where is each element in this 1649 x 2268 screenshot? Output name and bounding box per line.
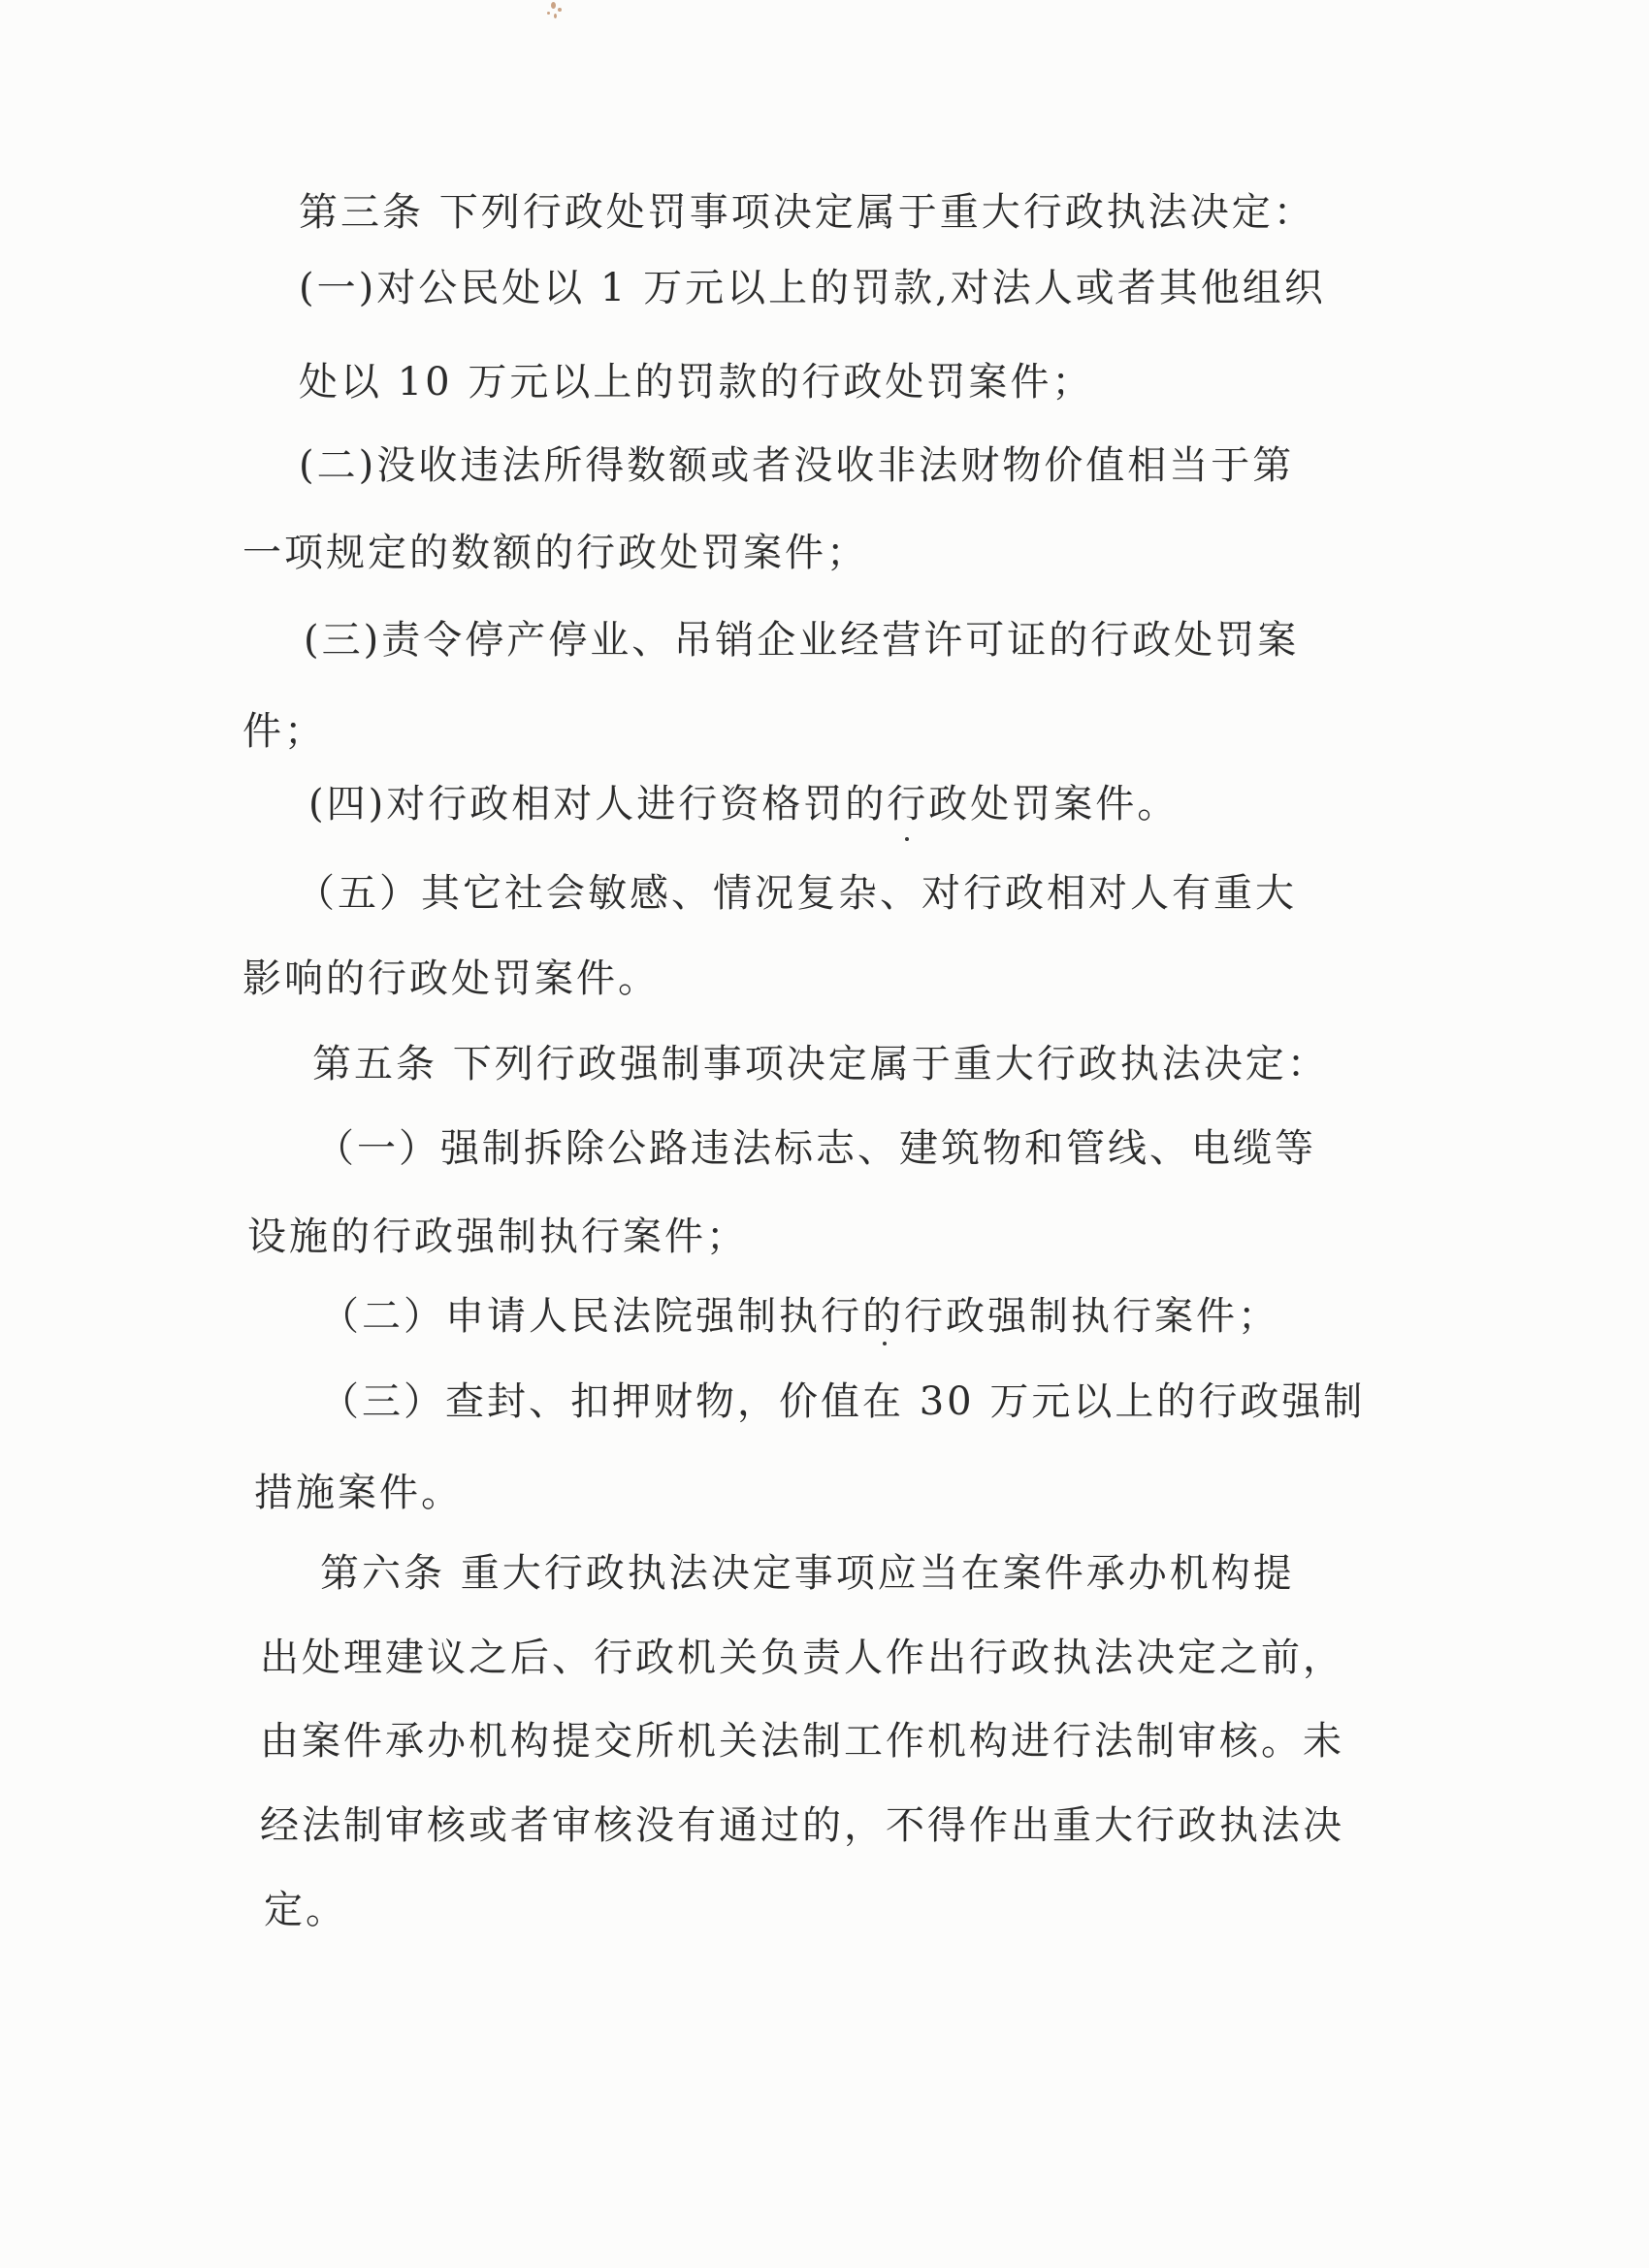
article-3-item-5-line-1: （五）其它社会敏感、情况复杂、对行政相对人有重大 — [296, 871, 1297, 916]
article-3-item-4: (四)对行政相对人进行资格罚的行政处罚案件。 — [308, 782, 1180, 826]
scan-dot-mark — [905, 837, 909, 841]
article-6-line-1: 第六条 重大行政执法决定事项应当在案件承办机构提 — [320, 1551, 1295, 1596]
article-3-item-3-line-2: 件； — [242, 709, 326, 754]
article-5-item-2: （二）申请人民法院强制执行的行政强制执行案件； — [320, 1294, 1279, 1339]
article-3-item-5-line-2: 影响的行政处罚案件。 — [242, 956, 660, 1001]
article-3-item-2-line-2: 一项规定的数额的行政处罚案件； — [242, 531, 868, 575]
scan-dot-mark — [883, 1342, 887, 1345]
article-5-heading: 第五条 下列行政强制事项决定属于重大行政执法决定： — [312, 1042, 1329, 1086]
article-6-line-5: 定。 — [264, 1888, 347, 1932]
article-3-heading: 第三条 下列行政处罚事项决定属于重大行政执法决定： — [299, 190, 1315, 235]
article-3-item-3-line-1: (三)责令停产停业、吊销企业经营许可证的行政处罚案 — [304, 618, 1300, 663]
article-6-line-3: 由案件承办机构提交所机关法制工作机构进行法制审核。未 — [260, 1719, 1344, 1764]
article-5-item-1-line-1: （一）强制拆除公路违法标志、建筑物和管线、电缆等 — [315, 1126, 1316, 1171]
article-5-item-3-line-1: （三）查封、扣押财物，价值在 30 万元以上的行政强制 — [320, 1379, 1366, 1424]
article-3-item-2-line-1: (二)没收违法所得数额或者没收非法财物价值相当于第 — [299, 443, 1295, 488]
article-6-line-4: 经法制审核或者审核没有通过的，不得作出重大行政执法决 — [260, 1803, 1344, 1848]
scan-speck-mark — [545, 0, 570, 25]
article-3-item-1-line-1: (一)对公民处以 1 万元以上的罚款,对法人或者其他组织 — [299, 266, 1326, 310]
article-6-line-2: 出处理建议之后、行政机关负责人作出行政执法决定之前， — [260, 1636, 1344, 1680]
article-5-item-1-line-2: 设施的行政强制执行案件； — [247, 1215, 748, 1259]
article-3-item-1-line-2: 处以 10 万元以上的罚款的行政处罚案件； — [299, 360, 1094, 405]
article-5-item-3-line-2: 措施案件。 — [254, 1471, 463, 1515]
